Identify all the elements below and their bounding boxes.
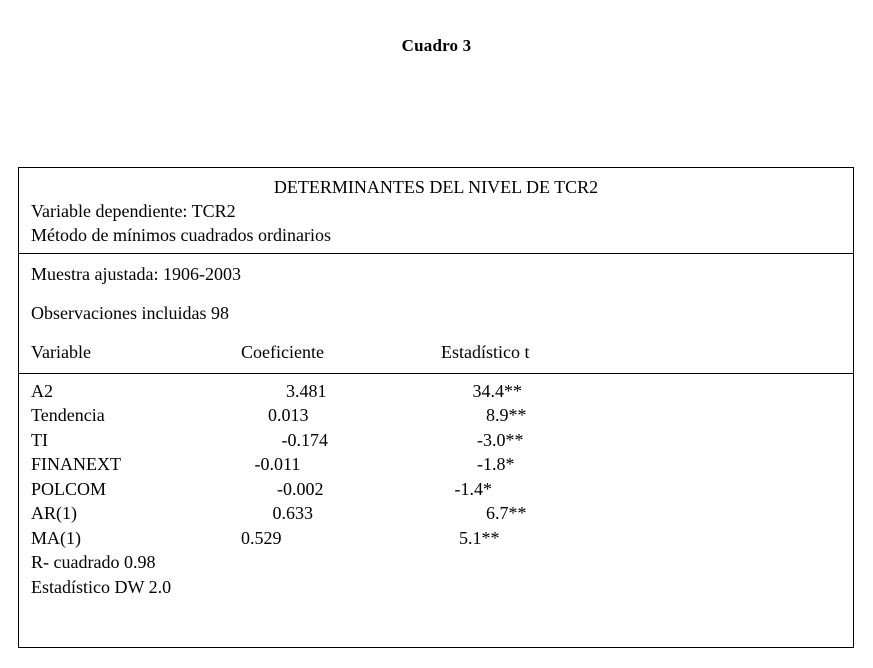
cell-estadistico: 34.4**: [441, 380, 522, 401]
column-header-coeficiente: Coeficiente: [241, 341, 324, 362]
cell-estadistico: 8.9**: [441, 405, 527, 426]
page-title: Cuadro 3: [401, 36, 472, 55]
cell-variable: TI: [31, 429, 48, 450]
cell-coeficiente: 0.633: [241, 503, 313, 524]
dw-statistic-line: Estadístico DW 2.0: [31, 576, 172, 597]
cell-coeficiente: 3.481: [241, 380, 327, 401]
table-info-block: [19, 254, 853, 373]
table-heading: DETERMINANTES DEL NIVEL DE TCR2: [273, 177, 599, 197]
cell-estadistico: 5.1**: [441, 527, 500, 548]
table-row: [31, 452, 841, 476]
cell-coeficiente: 0.529: [241, 527, 282, 548]
column-headers: [31, 342, 841, 363]
table-row: [31, 428, 841, 452]
cell-variable: AR(1): [31, 503, 77, 524]
table-row: [31, 403, 841, 427]
results-table: [18, 167, 854, 648]
observations-line: Observaciones incluidas 98: [31, 303, 229, 324]
cell-estadistico: -1.8*: [441, 454, 515, 475]
table-header-block: [19, 168, 853, 253]
cell-variable: POLCOM: [31, 478, 107, 499]
dependent-variable-line: Variable dependiente: TCR2: [31, 200, 236, 221]
bottom-spacer: [31, 599, 841, 633]
column-header-variable: Variable: [31, 341, 91, 362]
cell-estadistico: -3.0**: [441, 429, 524, 450]
table-row: [31, 379, 841, 403]
table-row: [31, 477, 841, 501]
table-body: [19, 374, 853, 647]
cell-coeficiente: -0.002: [241, 478, 324, 499]
table-row: [31, 501, 841, 525]
cell-variable: Tendencia: [31, 405, 105, 426]
table-row: [31, 526, 841, 550]
r-squared-line: R- cuadrado 0.98: [31, 552, 156, 573]
cell-variable: FINANEXT: [31, 454, 121, 475]
cell-estadistico: 6.7**: [441, 503, 527, 524]
cell-estadistico: -1.4*: [441, 478, 492, 499]
column-header-estadistico: Estadístico t: [441, 341, 530, 362]
cell-coeficiente: -0.174: [241, 429, 328, 450]
cell-coeficiente: -0.011: [241, 454, 301, 475]
cell-variable: MA(1): [31, 527, 81, 548]
cell-variable: A2: [31, 380, 53, 401]
method-line: Método de mínimos cuadrados ordinarios: [31, 224, 331, 245]
sample-line: Muestra ajustada: 1906-2003: [31, 264, 241, 285]
cell-coeficiente: 0.013: [241, 405, 309, 426]
